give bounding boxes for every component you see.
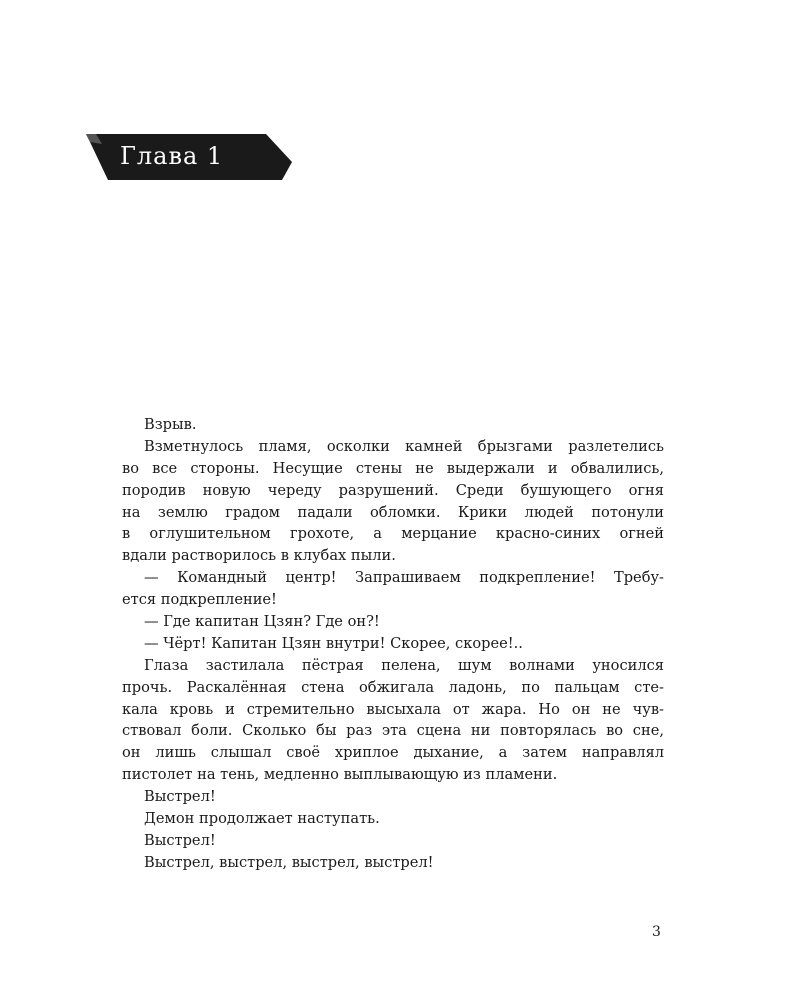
text-line: Выстрел! bbox=[144, 831, 216, 849]
text-line: Взрыв. bbox=[144, 416, 197, 433]
text-line: прочь. Раскалённая стена обжигала ладонь, по пальцам сте- bbox=[122, 678, 664, 696]
text-line: кала кровь и стремительно высыхала от жара. Но он не чув- bbox=[122, 700, 664, 718]
chapter-title: Глава 1 bbox=[120, 142, 224, 170]
page-number: 3 bbox=[652, 924, 661, 940]
chapter-banner bbox=[86, 134, 292, 180]
text-line: Выстрел! bbox=[144, 788, 216, 806]
text-line: ствовал боли. Сколько бы раз эта сцена ни повторялась во сне, bbox=[122, 722, 664, 740]
text-line: на землю градом падали обломки. Крики людей потонули bbox=[122, 503, 664, 521]
text-line: пистолет на тень, медленно выплывающую из пламени. bbox=[122, 766, 558, 784]
text-line: Взметнулось пламя, осколки камней брызгами разлетелись bbox=[144, 437, 664, 455]
text-line: Выстрел, выстрел, выстрел, выстрел! bbox=[144, 853, 434, 871]
text-line: Демон продолжает наступать. bbox=[144, 810, 380, 828]
text-line: — Чёрт! Капитан Цзян внутри! Скорее, скорее!.. bbox=[144, 634, 523, 652]
text-line: вдали растворилось в клубах пыли. bbox=[122, 547, 396, 565]
text-line: породив новую череду разрушений. Среди бушующего огня bbox=[122, 481, 664, 499]
text-line: во все стороны. Несущие стены не выдержали и обвалились, bbox=[122, 459, 664, 477]
text-line: ется подкрепление! bbox=[122, 591, 277, 609]
text-line: Глаза застилала пёстрая пелена, шум волнами уносился bbox=[144, 656, 664, 674]
text-line: он лишь слышал своё хриплое дыхание, а затем направлял bbox=[122, 744, 664, 762]
chapter-text bbox=[122, 414, 664, 874]
text-line: — Где капитан Цзян? Где он?! bbox=[144, 613, 380, 631]
text-line: в оглушительном грохоте, а мерцание красно-синих огней bbox=[122, 525, 664, 543]
text-line: — Командный центр! Запрашиваем подкрепление! Требу- bbox=[144, 569, 664, 587]
